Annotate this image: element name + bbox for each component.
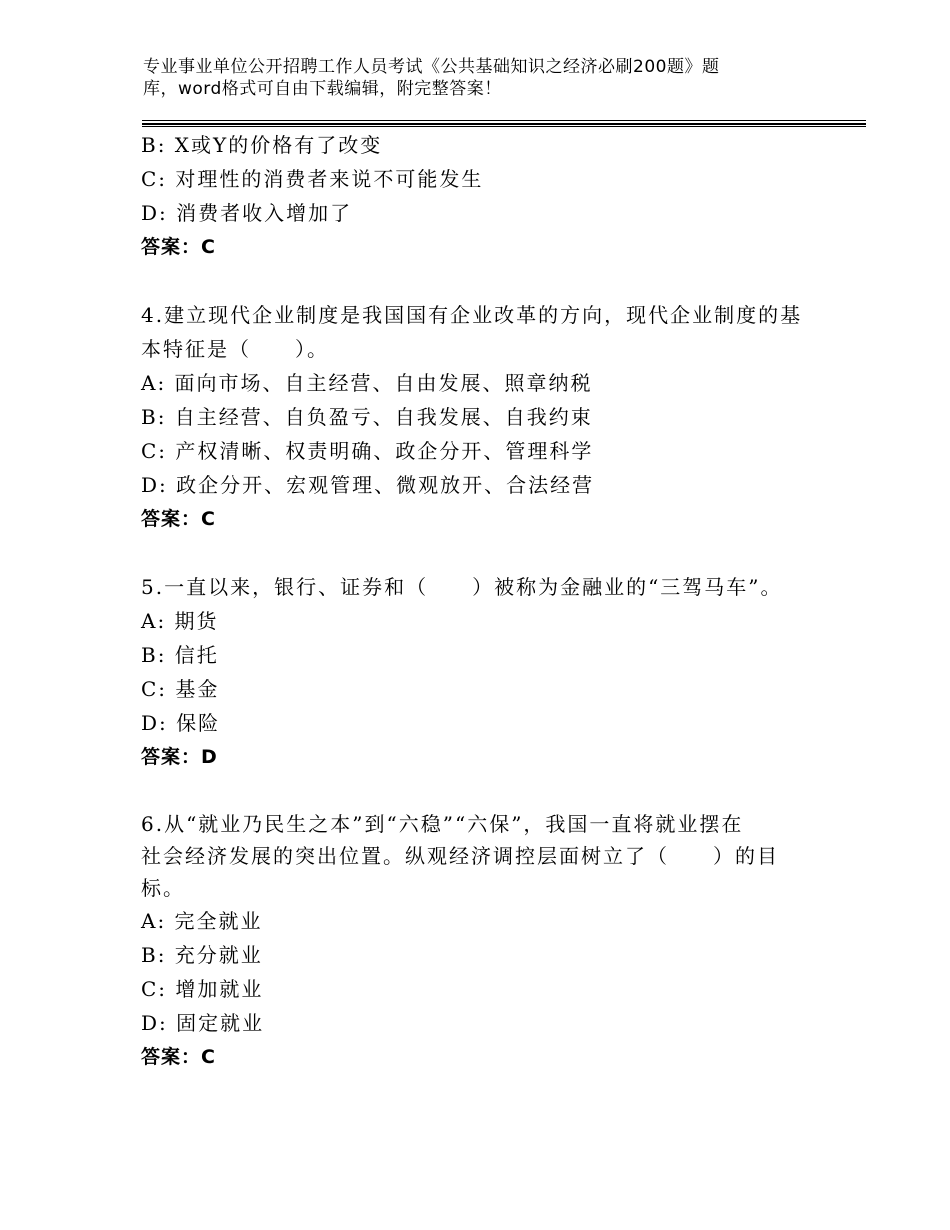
answer: 答案：D (141, 746, 218, 768)
question-stem-line: 社会经济发展的突出位置。纵观经济调控层面树立了（ ）的目 (141, 844, 779, 868)
question-stem-line: 5.一直以来，银行、证券和（ ）被称为金融业的“三驾马车”。 (141, 575, 783, 599)
document-header (143, 56, 783, 100)
question-stem-line: 本特征是（ ）。 (141, 337, 329, 361)
option-d: D: 消费者收入增加了 (141, 201, 353, 225)
answer: 答案：C (141, 236, 216, 258)
header-line-1: 专业事业单位公开招聘工作人员考试《公共基础知识之经济必刷200题》题 (143, 57, 720, 77)
question-4 (141, 298, 811, 536)
option-c: C: 增加就业 (141, 977, 264, 1001)
option-c: C: 对理性的消费者来说不可能发生 (141, 167, 484, 191)
question-5 (141, 570, 811, 774)
option-a: A: 面向市场、自主经营、自由发展、照章纳税 (141, 371, 593, 395)
question-stem-line: 标。 (141, 876, 185, 900)
question-3-partial (141, 128, 811, 264)
document-body (141, 128, 811, 1074)
option-a: A: 完全就业 (141, 909, 263, 933)
header-line-2: 库，word格式可自由下载编辑，附完整答案！ (143, 79, 502, 99)
option-b: B: X或Y的价格有了改变 (141, 133, 383, 157)
option-c: C: 基金 (141, 677, 220, 701)
spacer (141, 774, 811, 808)
question-6 (141, 808, 811, 1074)
option-d: D: 政企分开、宏观管理、微观放开、合法经营 (141, 473, 595, 497)
question-stem-line: 4.建立现代企业制度是我国国有企业改革的方向，现代企业制度的基 (141, 303, 803, 327)
header-rule-top (142, 120, 866, 121)
option-d: D: 固定就业 (141, 1011, 265, 1035)
option-d: D: 保险 (141, 711, 221, 735)
option-c: C: 产权清晰、权责明确、政企分开、管理科学 (141, 439, 594, 463)
header-rule-middle (142, 123, 866, 125)
option-a: A: 期货 (141, 609, 219, 633)
option-b: B: 充分就业 (141, 943, 263, 967)
option-b: B: 自主经营、自负盈亏、自我发展、自我约束 (141, 405, 593, 429)
header-rule-bottom (142, 126, 866, 127)
option-b: B: 信托 (141, 643, 219, 667)
question-stem-line: 6.从“就业乃民生之本”到“六稳”“六保”，我国一直将就业摆在 (141, 812, 744, 836)
answer: 答案：C (141, 508, 216, 530)
spacer (141, 264, 811, 298)
answer: 答案：C (141, 1046, 216, 1068)
spacer (141, 536, 811, 570)
